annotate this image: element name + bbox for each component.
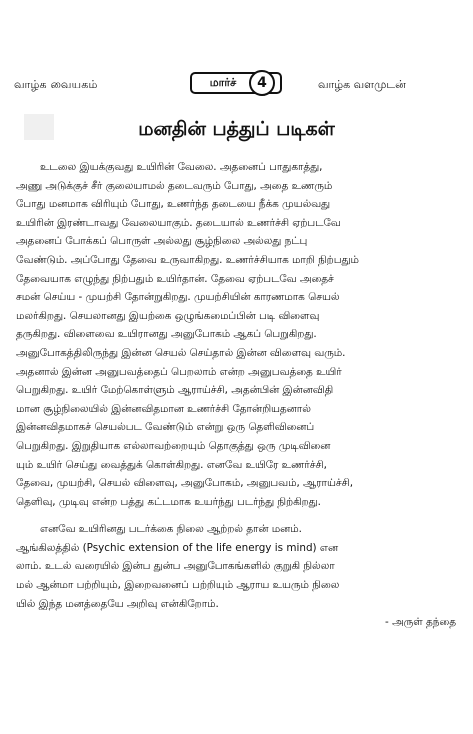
text-line: தேவையாக எழுந்து நிற்பதும் உயிர்தான். தேவை ஏற்படவே அதைச்	[16, 272, 334, 285]
text-line: மலர்கிறது. செயலானது இயற்கை ஒழுங்கமைப்பின் படி விளைவு	[16, 309, 320, 322]
text-line: இன்னவிதமாகச் செயல்பட வேண்டும் என்று ஒரு தெளிவினைப்	[16, 421, 315, 434]
day-number-circle: 4	[249, 70, 275, 96]
text-line: வேண்டும். அப்போது தேவை உருவாகிறது. உணர்ச்சியாக மாறி நிற்பதும்	[16, 253, 359, 266]
text-line: அதனைப் போக்கப் பொருள் அல்லது சூழ்நிலை அல்லது நட்பு	[16, 235, 308, 248]
text-line: தெளிவு, முடிவு என்ற பத்து கட்டமாக உயர்ந்து படர்ந்து நிற்கிறது.	[16, 495, 321, 508]
text-line: உயிரின் இரண்டாவது வேலையாகும். தடையால் உணர்ச்சி ஏற்படவே	[16, 216, 341, 229]
text-line: சமன் செய்ய - முயற்சி தோன்றுகிறது. முயற்சியின் காரணமாக செயல்	[16, 291, 340, 304]
month-badge	[190, 72, 282, 94]
text-line: தேவை, முயற்சி, செயல் விளைவு, அனுபோகம், அனுபவம், ஆராய்ச்சி,	[16, 477, 354, 490]
header-right-text: வாழ்க வளமுடன்	[318, 78, 406, 91]
text-line: அதனால் இன்ன அனுபவத்தைப் பெறலாம் என்ற அனுபவத்தை உயிர்	[16, 365, 342, 378]
body-text	[16, 158, 462, 632]
text-line: அணு அடுக்குச் சீர் குலையாமல் தடைவரும் போது, அதை உணரும்	[16, 179, 333, 192]
text-line: பெறுகிறது. இறுதியாக எல்லாவற்றையும் தொகுத்து ஒரு முடிவினை	[16, 439, 331, 452]
paragraph-2	[16, 520, 462, 613]
text-line: மான சூழ்நிலையில் இன்னவிதமான உணர்ச்சி தோன்றியதனால்	[16, 402, 311, 415]
text-line: யும் உயிர் செய்து வைத்துக் கொள்கிறது. எனவே உயிரே உணர்ச்சி,	[16, 458, 327, 471]
text-line: மல் ஆன்மா பற்றியும், இறைவனைப் பற்றியும் ஆராய உயரும் நிலை	[16, 579, 340, 592]
page-title: மனதின் பத்துப் படிகள்	[138, 118, 335, 140]
author-signature: - அருள் தந்தை	[385, 616, 456, 629]
text-line: எனவே உயிரினது படர்க்கை நிலை ஆற்றல் தான் மனம்.	[40, 523, 302, 536]
text-line: போது மனமாக விரியும் போது, உணர்ந்த தடையை நீக்க முயல்வது	[16, 198, 331, 211]
text-line: யில் இந்த மனத்தையே அறிவு என்கிறோம்.	[16, 597, 219, 610]
text-line: உடலை இயக்குவது உயிரின் வேலை. அதனைப் பாதுகாத்து,	[40, 161, 323, 173]
paragraph-1	[16, 158, 462, 511]
month-label: மார்ச்	[209, 76, 237, 89]
text-line: தருகிறது. விளைவை உயிரானது அனுபோகம் ஆகப் பெறுகிறது.	[16, 328, 317, 341]
header-left-text: வாழ்க வையகம்	[14, 78, 98, 91]
text-line: ஆங்கிலத்தில் (Psychic extension of the life energy is mind) என	[16, 541, 339, 554]
text-line: லாம். உடல் வரையில் இன்ப துன்ப அனுபோகங்களில் குறுகி நில்லா	[16, 560, 335, 573]
text-line: அனுபோகத்திலிருந்து இன்ன செயல் செய்தால் இன்ன விளைவு வரும்.	[16, 346, 346, 359]
text-line: பெறுகிறது. உயிர் மேற்கொள்ளும் ஆராய்ச்சி, அதன்பின் இன்னவிதி	[16, 384, 334, 397]
